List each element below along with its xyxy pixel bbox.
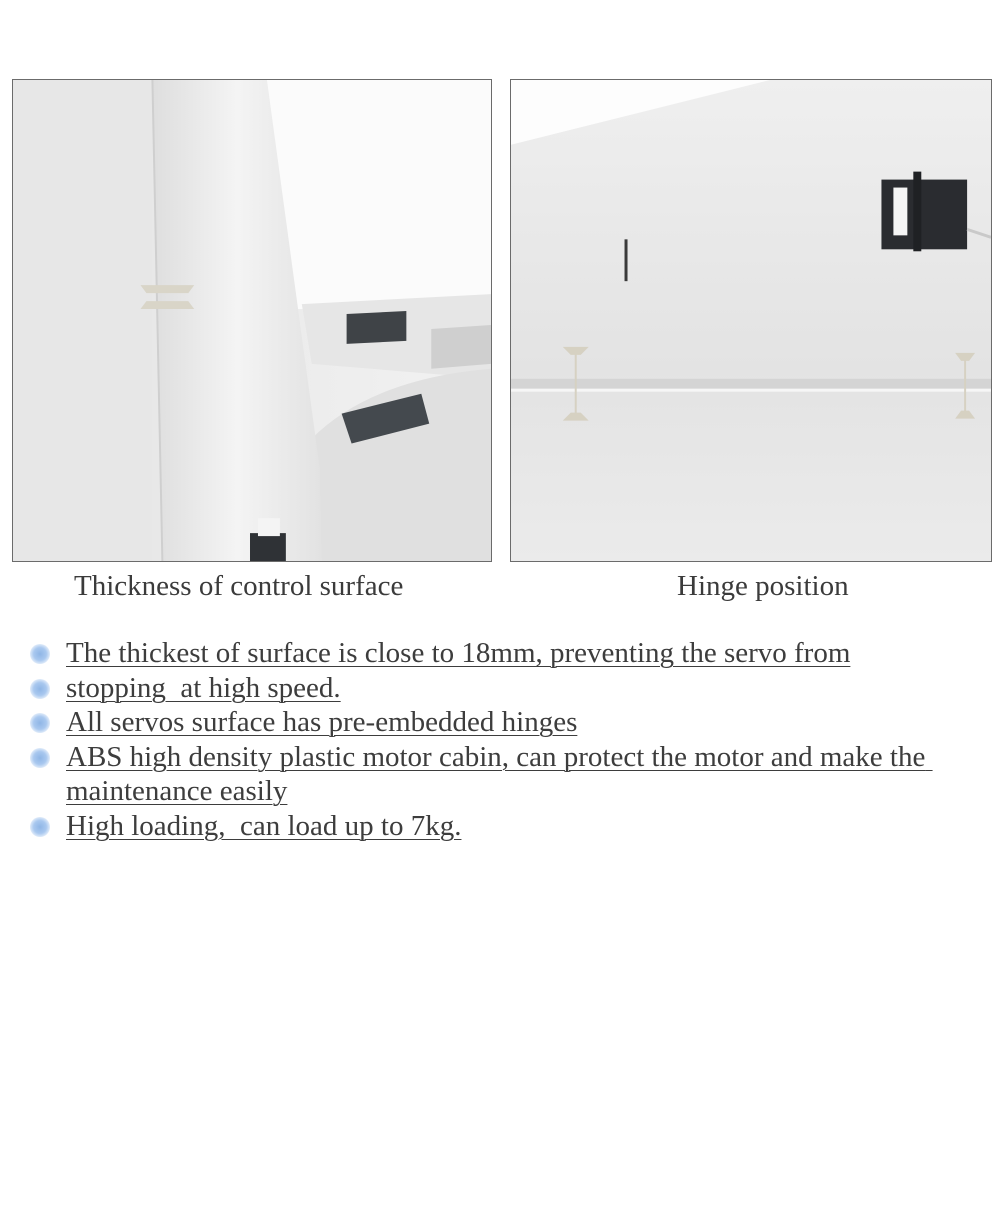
- feature-text: stopping at high speed.: [66, 671, 341, 704]
- feature-list: [30, 636, 980, 843]
- bullet-icon: [30, 644, 50, 664]
- bullet-icon: [30, 713, 50, 733]
- feature-text: The thickest of surface is close to 18mm, preventing the servo from: [66, 637, 851, 669]
- list-item: [30, 740, 980, 809]
- list-item: [30, 671, 980, 706]
- bullet-icon: [30, 748, 50, 768]
- bullet-icon: [30, 817, 50, 837]
- feature-text: High loading, can load up to 7kg.: [66, 809, 462, 842]
- bullet-icon: [30, 679, 50, 699]
- hinge-position-illustration: [511, 80, 991, 561]
- hinge-position-photo: [510, 79, 992, 562]
- feature-text: ABS high density plastic motor cabin, can protect the motor and make the maintenance easily: [66, 740, 933, 807]
- list-item: [30, 809, 980, 844]
- hinge-position-caption: Hinge position: [677, 570, 849, 602]
- control-surface-caption: Thickness of control surface: [74, 570, 404, 602]
- list-item: [30, 636, 980, 671]
- list-item: [30, 705, 980, 740]
- feature-text: All servos surface has pre-embedded hinges: [66, 706, 578, 738]
- control-surface-illustration: [13, 80, 491, 561]
- control-surface-photo: [12, 79, 492, 562]
